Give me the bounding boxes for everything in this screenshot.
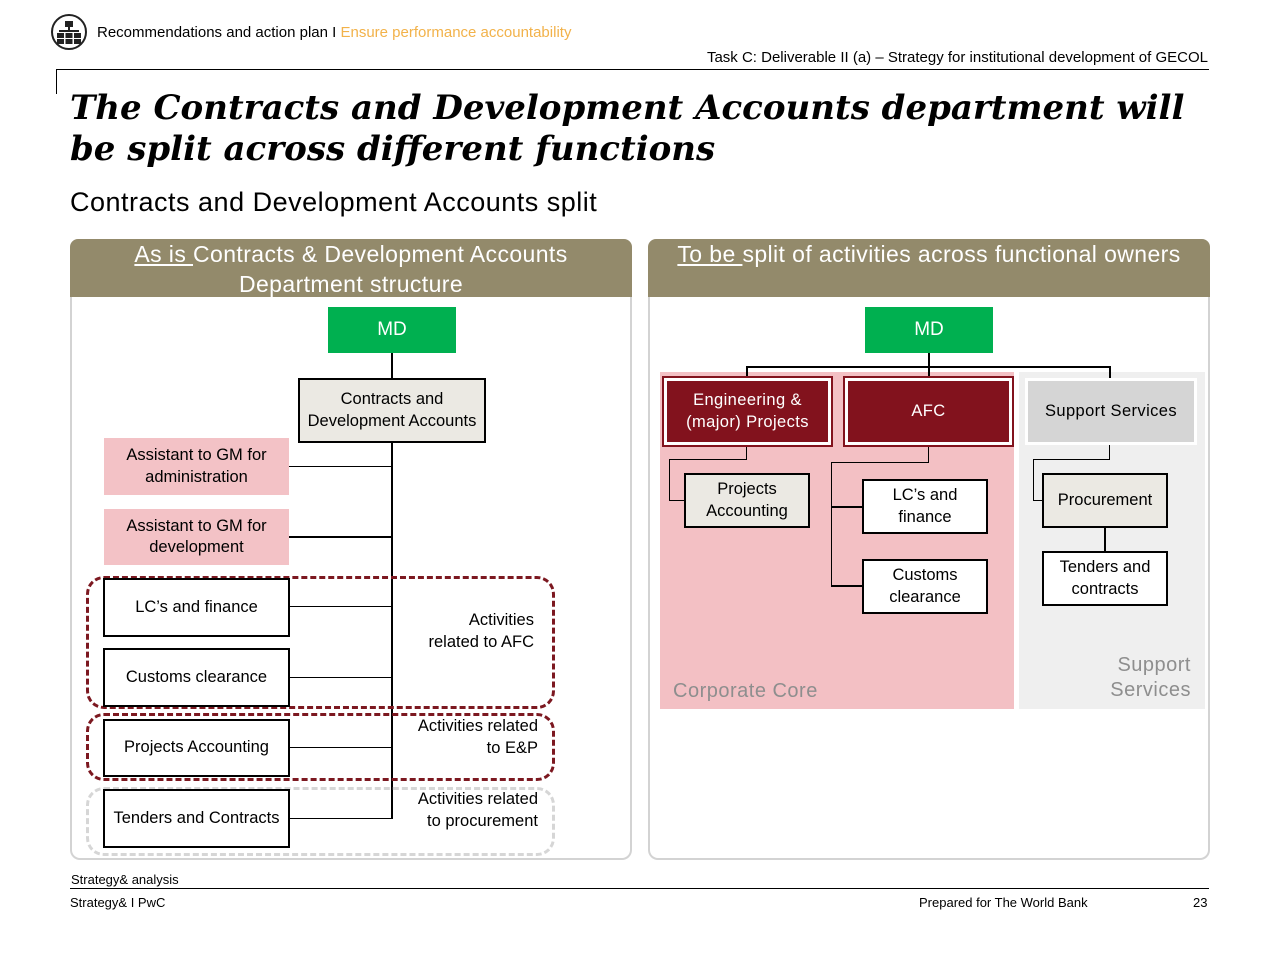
md-box-right: MD	[865, 307, 993, 353]
connector	[746, 366, 1111, 368]
connector	[289, 536, 392, 538]
region-label-support-services: Support Services	[1110, 654, 1191, 701]
footer-brand: Strategy& I PwC	[70, 895, 166, 910]
connector	[928, 444, 929, 462]
section-accent-label: Ensure performance accountability	[340, 24, 572, 41]
footer-prepared-for: Prepared for The World Bank	[919, 895, 1088, 910]
left-panel-heading	[70, 239, 632, 297]
right-unit-procurement: Procurement	[1042, 473, 1168, 528]
unit-tenders-contracts: Tenders and Contracts	[103, 789, 290, 848]
right-unit-tenders-contracts: Tenders and contracts	[1042, 551, 1168, 606]
left-heading-rest: Contracts & Development Accounts Department structure	[193, 241, 568, 297]
right-heading-underlined: To be	[677, 241, 743, 267]
left-heading-underlined: As is	[134, 241, 194, 267]
function-engineering-projects: Engineering & (major) Projects	[664, 378, 831, 445]
unit-assistant-development: Assistant to GM for development	[104, 509, 289, 565]
function-afc: AFC	[845, 378, 1012, 445]
department-box: Contracts and Development Accounts	[298, 378, 486, 443]
connector	[831, 462, 929, 463]
connector	[1033, 459, 1110, 460]
connector	[1033, 459, 1034, 500]
md-box-left: MD	[328, 307, 456, 353]
connector	[831, 462, 832, 586]
right-unit-customs-clearance: Customs clearance	[862, 559, 988, 614]
page-subtitle: Contracts and Development Accounts split	[70, 187, 598, 217]
footer-divider	[70, 888, 1209, 889]
unit-customs-clearance: Customs clearance	[103, 648, 290, 707]
connector	[1104, 527, 1106, 552]
connector	[669, 459, 747, 460]
right-heading-rest: split of activities across functional owners	[742, 241, 1181, 267]
unit-assistant-admin: Assistant to GM for administration	[104, 438, 289, 495]
connector	[289, 466, 392, 467]
right-unit-lc-finance: LC’s and finance	[862, 479, 988, 534]
page-title: The Contracts and Development Accounts department will be split across different functions	[70, 88, 1185, 169]
connector	[669, 500, 685, 501]
header-divider	[56, 69, 1209, 70]
task-label: Task C: Deliverable II (a) – Strategy for institutional development of GECOL	[706, 49, 1208, 66]
group-label-ep: Activities related to E&P	[417, 717, 538, 757]
page-number: 23	[1193, 895, 1208, 910]
connector	[391, 352, 393, 379]
function-support-services: Support Services	[1025, 378, 1197, 445]
right-panel-heading	[648, 239, 1210, 297]
section-breadcrumb	[97, 24, 571, 41]
group-label-afc: Activities related to AFC	[428, 611, 534, 651]
section-label: Recommendations and action plan I	[97, 24, 337, 41]
right-unit-projects-accounting: Projects Accounting	[684, 473, 810, 528]
connector	[831, 585, 863, 587]
org-chart-icon	[51, 14, 87, 50]
header-tick	[56, 69, 57, 94]
unit-lc-finance: LC’s and finance	[103, 578, 290, 637]
connector	[669, 459, 670, 500]
connector	[1109, 444, 1110, 459]
connector	[746, 444, 747, 459]
connector	[831, 506, 863, 508]
group-label-procurement: Activities related to procurement	[417, 790, 538, 830]
source-note: Strategy& analysis	[71, 872, 179, 887]
unit-projects-accounting: Projects Accounting	[103, 719, 290, 777]
region-label-corporate-core: Corporate Core	[673, 680, 818, 702]
